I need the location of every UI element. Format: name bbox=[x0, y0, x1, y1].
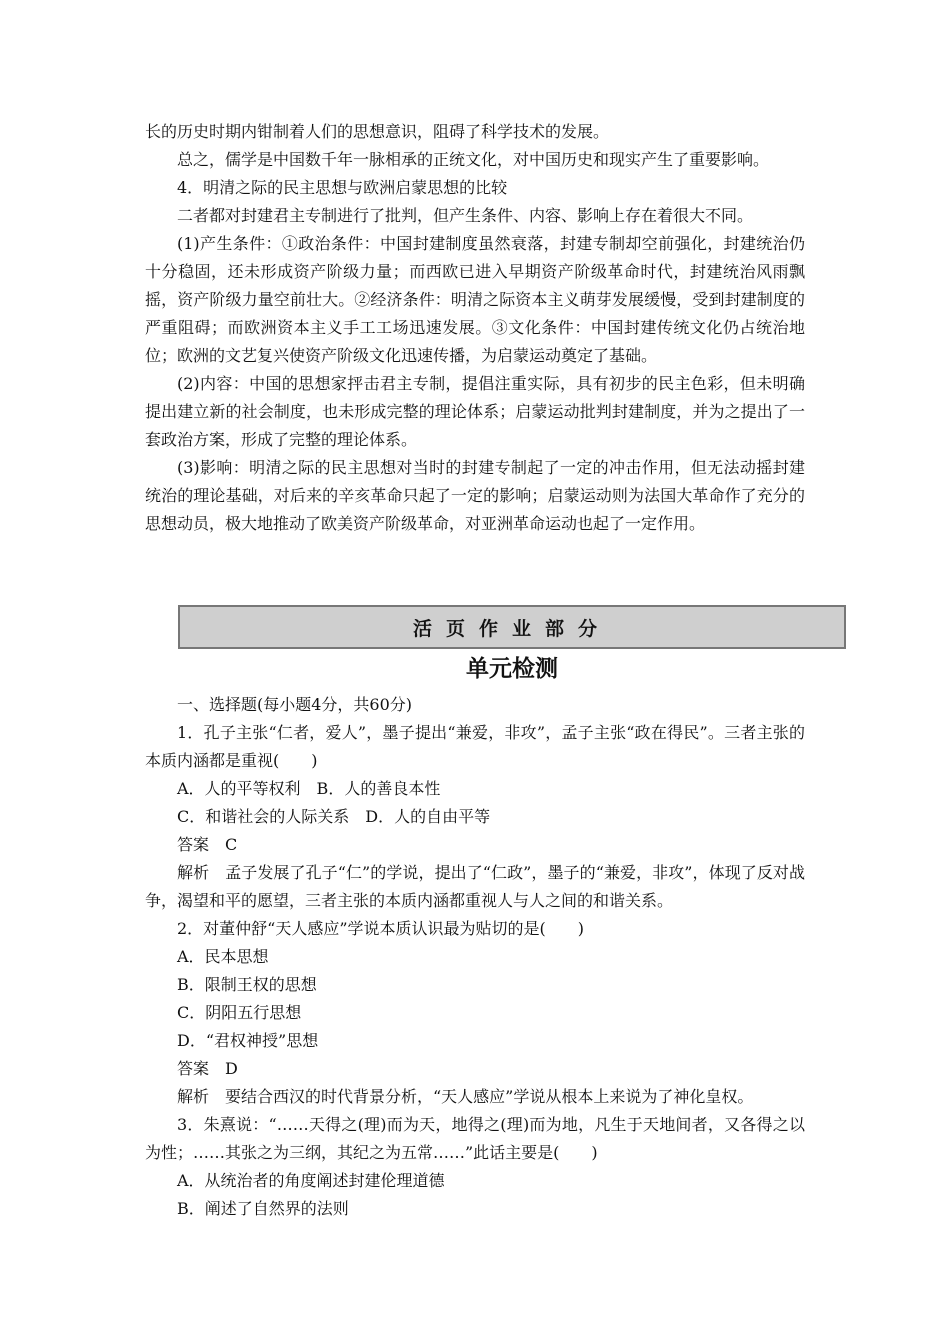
question-2-option-b: B．限制王权的思想 bbox=[177, 975, 317, 994]
paragraph-content: (2)内容：中国的思想家抨击君主专制，提倡注重实际，具有初步的民主色彩，但未明确提出建立新的社会制度，也未形成完整的理论体系；启蒙运动批判封建制度，并为之提出了一套政治方案，形成了完整的理论体系。 bbox=[145, 374, 805, 449]
paragraph-influence: (3)影响：明清之际的民主思想对当时的封建专制起了一定的冲击作用，但无法动摇封建统治的理论基础，对后来的辛亥革命只起了一定的影响；启蒙运动则为法国大革命作了充分的思想动员，极大地推动了欧美资产阶级革命，对亚洲革命运动也起了一定作用。 bbox=[145, 458, 805, 533]
question-2-answer: 答案 D bbox=[177, 1059, 238, 1078]
question-1-options-ab: A．人的平等权利 B．人的善良本性 bbox=[177, 779, 441, 798]
paragraph-overview: 二者都对封建君主专制进行了批判，但产生条件、内容、影响上存在着很大不同。 bbox=[177, 206, 754, 225]
paragraph-summary: 总之，儒学是中国数千年一脉相承的正统文化，对中国历史和现实产生了重要影响。 bbox=[177, 150, 770, 169]
question-2-analysis: 解析 要结合西汉的时代背景分析，“天人感应”学说从根本上来说为了神化皇权。 bbox=[177, 1087, 754, 1106]
section-title: 单元检测 bbox=[466, 656, 558, 682]
heading-comparison: 4．明清之际的民主思想与欧洲启蒙思想的比较 bbox=[177, 178, 508, 197]
question-2-option-c: C．阴阳五行思想 bbox=[177, 1003, 302, 1022]
question-3-option-a: A．从统治者的角度阐述封建伦理道德 bbox=[177, 1171, 445, 1190]
question-3-stem: 3．朱熹说：“……天得之(理)而为天，地得之(理)而为地，凡生于天地间者，又各得之以为性；……其张之为三纲，其纪之为五常……”此话主要是( ) bbox=[145, 1115, 805, 1162]
document-content bbox=[145, 118, 805, 1223]
spacer bbox=[145, 538, 805, 605]
question-2-option-a: A．民本思想 bbox=[177, 947, 269, 966]
question-1-answer: 答案 C bbox=[177, 835, 238, 854]
question-2-option-d: D．“君权神授”思想 bbox=[177, 1031, 319, 1050]
question-1-options-cd: C．和谐社会的人际关系 D．人的自由平等 bbox=[177, 807, 491, 826]
question-2-stem: 2．对董仲舒“天人感应”学说本质认识最为贴切的是( ) bbox=[177, 919, 585, 938]
question-section-header: 一、选择题(每小题4分，共60分) bbox=[177, 695, 413, 714]
paragraph-continuation: 长的历史时期内钳制着人们的思想意识，阻碍了科学技术的发展。 bbox=[145, 122, 610, 141]
section-banner: 活页作业部分 bbox=[178, 605, 846, 649]
paragraph-conditions: (1)产生条件：①政治条件：中国封建制度虽然衰落，封建专制却空前强化，封建统治仍十分稳固，还未形成资产阶级力量；而西欧已进入早期资产阶级革命时代，封建统治风雨飘摇，资产阶级力量空前壮大。②经济条件：明清之际资本主义萌芽发展缓慢，受到封建制度的严重阻碍；而欧洲资本主义手工工场迅速发展。③文化条件：中国封建传统文化仍占统治地位；欧洲的文艺复兴使资产阶级文化迅速传播，为启蒙运动奠定了基础。 bbox=[145, 234, 805, 365]
question-3-option-b: B．阐述了自然界的法则 bbox=[177, 1199, 349, 1218]
question-1-stem: 1．孔子主张“仁者，爱人”，墨子提出“兼爱，非攻”，孟子主张“政在得民”。三者主张的本质内涵都是重视( ) bbox=[145, 723, 805, 770]
question-1-analysis: 解析 孟子发展了孔子“仁”的学说，提出了“仁政”，墨子的“兼爱，非攻”，体现了反对战争，渴望和平的愿望，三者主张的本质内涵都重视人与人之间的和谐关系。 bbox=[145, 863, 805, 910]
